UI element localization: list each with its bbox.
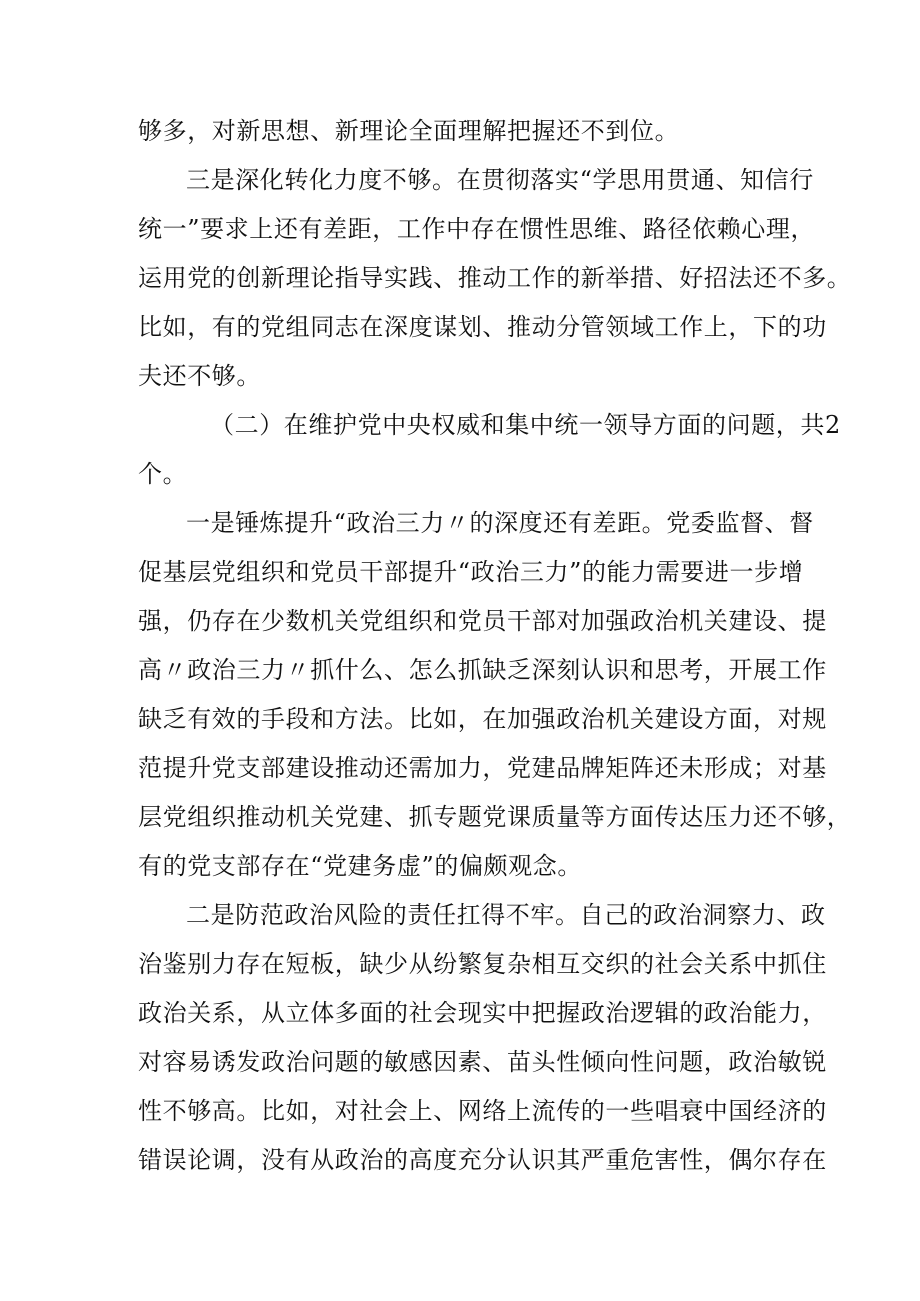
text-line: 性不够高。比如，对社会上、网络上流传的一些唱衰中国经济的 bbox=[138, 1097, 827, 1125]
text-line: 对容易诱发政治问题的敏感因素、苗头性倾向性问题，政治敏锐 bbox=[138, 1048, 827, 1076]
text-line: 治鉴别力存在短板，缺少从纷繁复杂相互交织的社会关系中抓住 bbox=[138, 950, 827, 978]
text-line: 高〃政治三力〃抓什么、怎么抓缺乏深刻认识和思考，开展工作 bbox=[138, 656, 827, 684]
text-line: 运用党的创新理论指导实践、推动工作的新举措、好招法还不多。 bbox=[138, 264, 852, 292]
text-line: 范提升党支部建设推动还需加力，党建品牌矩阵还未形成；对基 bbox=[138, 754, 827, 782]
text-line: 三是深化转化力度不够。在贯彻落实“学思用贯通、知信行 bbox=[186, 166, 814, 194]
text-line: 强，仍存在少数机关党组织和党员干部对加强政治机关建设、提 bbox=[138, 607, 827, 635]
text-line: 一是锤炼提升“政治三力〃的深度还有差距。党委监督、督 bbox=[186, 509, 814, 537]
section-heading: （二）在维护党中央权威和集中统一领导方面的问题，共2 bbox=[210, 411, 841, 439]
text-line: 促基层党组织和党员干部提升“政治三力”的能力需要进一步增 bbox=[138, 558, 804, 586]
text-line: 层党组织推动机关党建、抓专题党课质量等方面传达压力还不够， bbox=[138, 803, 852, 831]
text-line: 比如，有的党组同志在深度谋划、推动分管领域工作上，下的功 bbox=[138, 313, 827, 341]
text-line: 夫还不够。 bbox=[138, 362, 261, 390]
text-line: 错误论调，没有从政治的高度充分认识其严重危害性，偶尔存在 bbox=[138, 1146, 827, 1174]
text-line: 政治关系，从立体多面的社会现实中把握政治逻辑的政治能力， bbox=[138, 999, 827, 1027]
text-line: 够多，对新思想、新理论全面理解把握还不到位。 bbox=[138, 117, 680, 145]
text-line: 二是防范政治风险的责任扛得不牢。自己的政治洞察力、政 bbox=[186, 901, 826, 929]
text-line: 统一”要求上还有差距，工作中存在惯性思维、路径依赖心理， bbox=[138, 215, 816, 243]
text-line: 缺乏有效的手段和方法。比如，在加强政治机关建设方面，对规 bbox=[138, 705, 827, 733]
text-line: 有的党支部存在“党建务虚”的偏颇观念。 bbox=[138, 852, 582, 880]
text-line: 个。 bbox=[138, 460, 188, 488]
